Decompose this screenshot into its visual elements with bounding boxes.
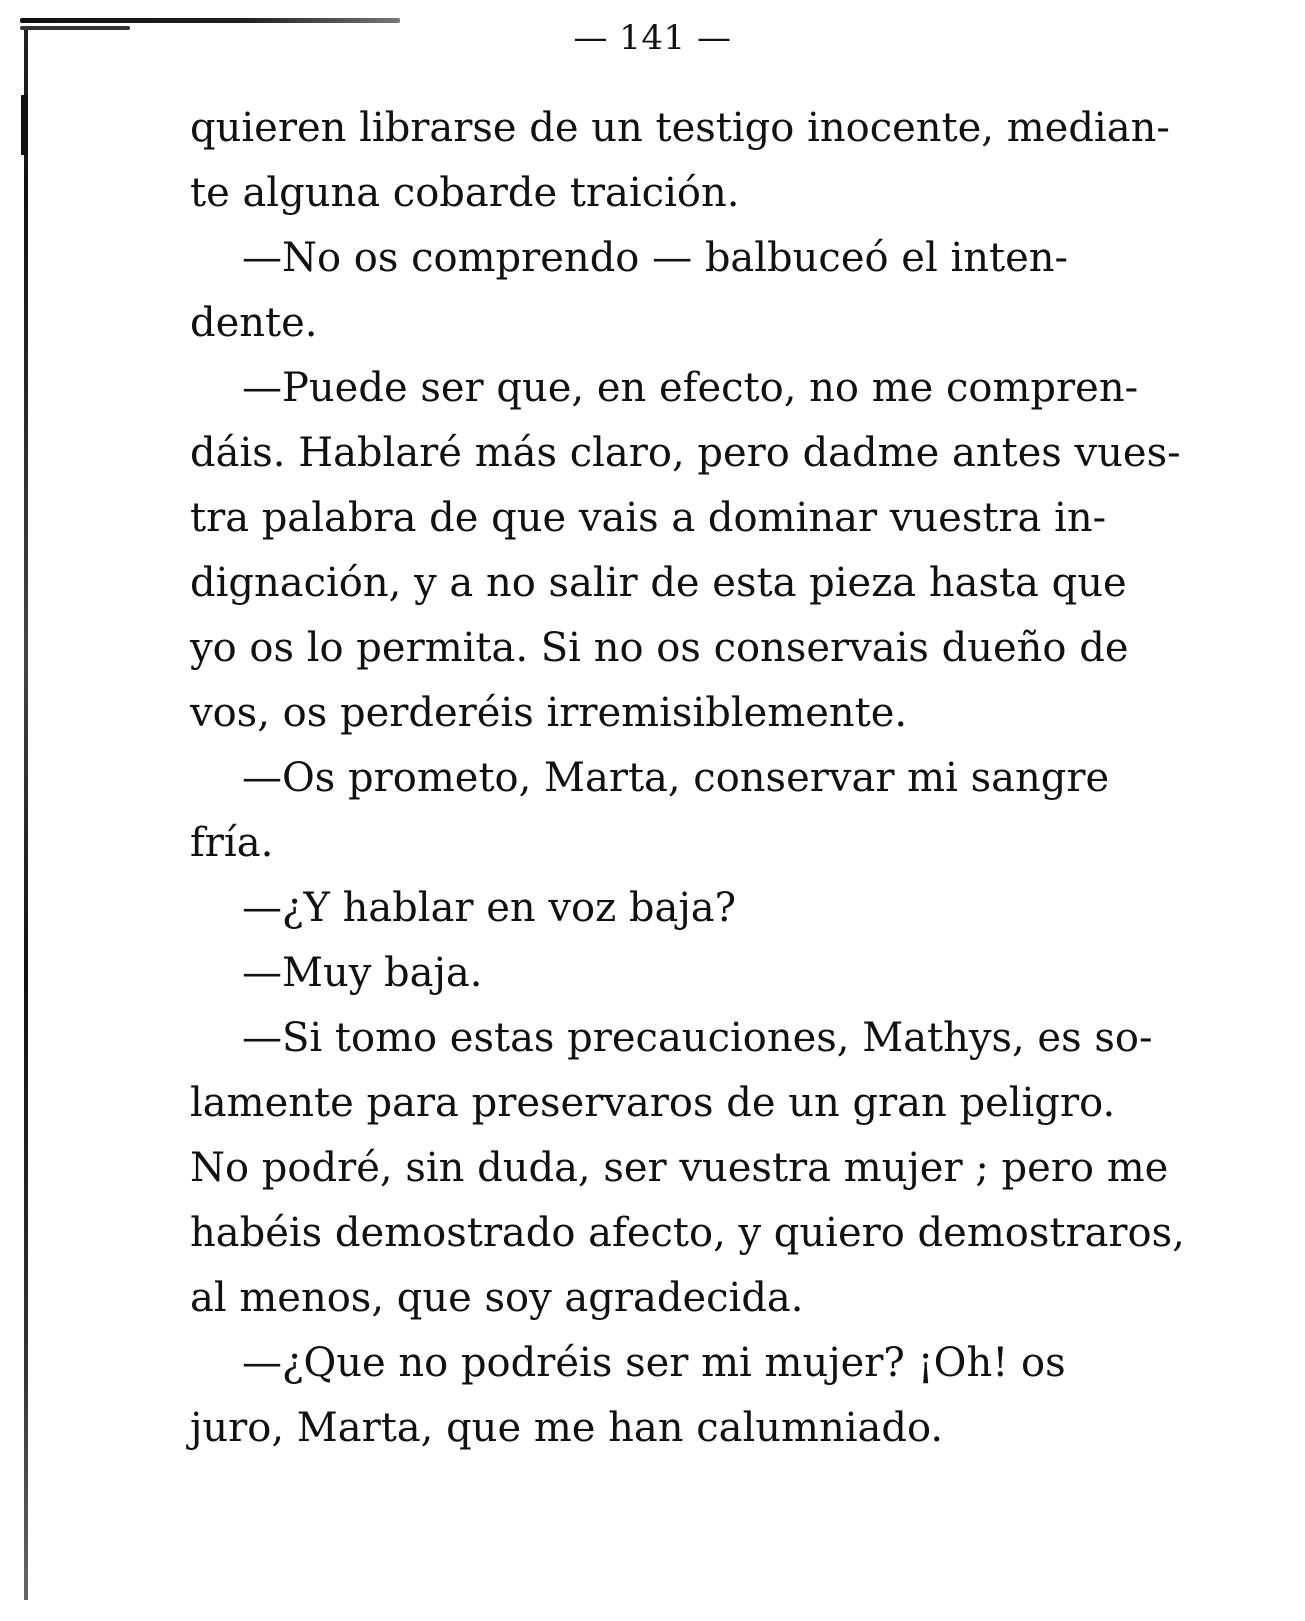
text-line: juro, Marta, que me han calumniado. bbox=[190, 1405, 944, 1451]
text-line: habéis demostrado afecto, y quiero demostraros, bbox=[190, 1210, 1185, 1256]
text-line: dignación, y a no salir de esta pieza hasta que bbox=[190, 560, 1127, 606]
text-line: quieren librarse de un testigo inocente, median- bbox=[190, 105, 1170, 151]
text-line: —¿Que no podréis ser mi mujer? ¡Oh! os bbox=[242, 1340, 1066, 1386]
text-line: al menos, que soy agradecida. bbox=[190, 1275, 804, 1321]
text-line: No podré, sin duda, ser vuestra mujer ; pero me bbox=[190, 1145, 1169, 1191]
page-number: — 141 — bbox=[573, 18, 732, 58]
text-line: —No os comprendo — balbuceó el inten- bbox=[242, 235, 1069, 281]
text-line: dáis. Hablaré más claro, pero dadme antes vues- bbox=[190, 430, 1181, 476]
text-line: lamente para preservaros de un gran peligro. bbox=[190, 1080, 1116, 1126]
text-line: —Os prometo, Marta, conservar mi sangre bbox=[242, 755, 1110, 801]
text-line: —Puede ser que, en efecto, no me compren- bbox=[242, 365, 1139, 411]
text-line: tra palabra de que vais a dominar vuestra in- bbox=[190, 495, 1107, 541]
text-line: —¿Y hablar en voz baja? bbox=[242, 885, 737, 931]
text-line: —Si tomo estas precauciones, Mathys, es so- bbox=[242, 1015, 1153, 1061]
text-line: te alguna cobarde traición. bbox=[190, 170, 740, 216]
text-line: dente. bbox=[190, 300, 318, 346]
text-line: fría. bbox=[190, 820, 274, 866]
scan-left-edge bbox=[24, 30, 28, 1600]
text-line: vos, os perderéis irremisiblemente. bbox=[190, 690, 908, 736]
text-line: —Muy baja. bbox=[242, 950, 483, 996]
text-line: yo os lo permita. Si no os conservais dueño de bbox=[190, 625, 1129, 671]
body-text bbox=[190, 96, 1185, 1461]
scan-left-edge-mark bbox=[21, 95, 28, 155]
